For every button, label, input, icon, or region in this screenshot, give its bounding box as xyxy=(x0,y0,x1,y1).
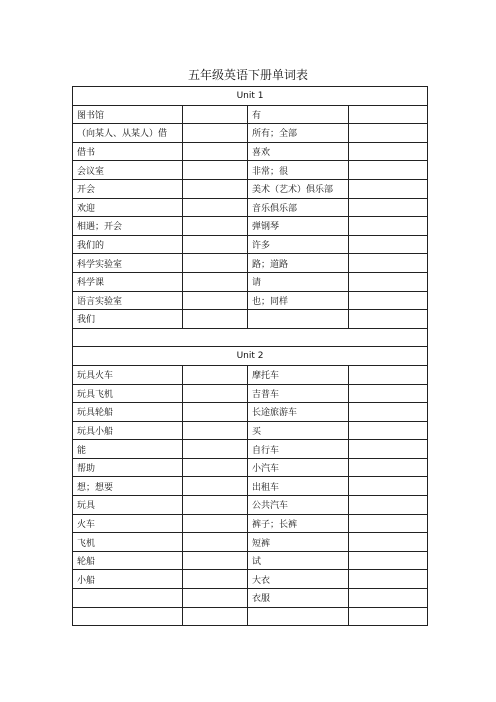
vocabulary-table-body xyxy=(73,87,428,626)
english-blank-left xyxy=(183,477,248,496)
english-blank-right xyxy=(349,310,428,329)
english-blank-left xyxy=(183,589,248,608)
table-row xyxy=(73,179,428,198)
page-title: 五年级英语下册单词表 xyxy=(187,68,308,82)
table-row xyxy=(73,403,428,422)
english-blank-right xyxy=(349,477,428,496)
english-blank-right xyxy=(349,198,428,217)
chinese-word-right: 音乐俱乐部 xyxy=(248,198,349,217)
english-blank-left xyxy=(183,272,248,291)
table-row xyxy=(73,533,428,552)
table-row xyxy=(73,458,428,477)
unit-header-row xyxy=(73,347,428,366)
chinese-word-left: 我们 xyxy=(73,310,183,329)
english-blank-left xyxy=(183,198,248,217)
english-blank-right xyxy=(349,291,428,310)
english-blank-left xyxy=(183,440,248,459)
chinese-word-right: 也；同样 xyxy=(248,291,349,310)
english-blank-left xyxy=(183,124,248,143)
chinese-word-left: 开会 xyxy=(73,179,183,198)
english-blank-left xyxy=(183,235,248,254)
chinese-word-left: 玩具火车 xyxy=(73,365,183,384)
english-blank-right xyxy=(349,440,428,459)
english-blank-left xyxy=(183,551,248,570)
chinese-word-left: 相遇；开会 xyxy=(73,217,183,236)
table-row xyxy=(73,235,428,254)
english-blank-right xyxy=(349,589,428,608)
chinese-word-left: 科学课 xyxy=(73,272,183,291)
chinese-word-left: 轮船 xyxy=(73,551,183,570)
english-blank-left xyxy=(183,570,248,589)
chinese-word-right: 非常；很 xyxy=(248,161,349,180)
english-blank-right xyxy=(349,458,428,477)
table-row xyxy=(73,365,428,384)
chinese-word-left: 能 xyxy=(73,440,183,459)
table-row xyxy=(73,514,428,533)
table-row xyxy=(73,477,428,496)
english-blank-right xyxy=(349,496,428,515)
table-row xyxy=(73,272,428,291)
chinese-word-right: 出租车 xyxy=(248,477,349,496)
english-blank-right xyxy=(349,235,428,254)
chinese-word-right: 请 xyxy=(248,272,349,291)
chinese-word-left: 会议室 xyxy=(73,161,183,180)
chinese-word-left xyxy=(73,607,183,626)
chinese-word-right: 衣服 xyxy=(248,589,349,608)
english-blank-right xyxy=(349,384,428,403)
english-blank-right xyxy=(349,421,428,440)
chinese-word-left: 欢迎 xyxy=(73,198,183,217)
vocabulary-table xyxy=(72,86,428,626)
english-blank-left xyxy=(183,514,248,533)
chinese-word-left: 玩具 xyxy=(73,496,183,515)
english-blank-right xyxy=(349,254,428,273)
table-row xyxy=(73,291,428,310)
chinese-word-right: 买 xyxy=(248,421,349,440)
unit-header: Unit 1 xyxy=(73,87,428,106)
english-blank-right xyxy=(349,142,428,161)
chinese-word-right: 许多 xyxy=(248,235,349,254)
chinese-word-right: 小汽车 xyxy=(248,458,349,477)
chinese-word-right xyxy=(248,310,349,329)
english-blank-left xyxy=(183,384,248,403)
chinese-word-right: 美术（艺术）俱乐部 xyxy=(248,179,349,198)
chinese-word-right: 有 xyxy=(248,105,349,124)
chinese-word-right: 所有；全部 xyxy=(248,124,349,143)
english-blank-left xyxy=(183,179,248,198)
english-blank-left xyxy=(183,421,248,440)
chinese-word-right: 弹钢琴 xyxy=(248,217,349,236)
chinese-word-left: 语言实验室 xyxy=(73,291,183,310)
english-blank-left xyxy=(183,291,248,310)
english-blank-right xyxy=(349,514,428,533)
english-blank-right xyxy=(349,403,428,422)
table-row xyxy=(73,142,428,161)
english-blank-left xyxy=(183,403,248,422)
chinese-word-right: 短裤 xyxy=(248,533,349,552)
english-blank-left xyxy=(183,217,248,236)
table-row xyxy=(73,589,428,608)
english-blank-right xyxy=(349,272,428,291)
chinese-word-right xyxy=(248,607,349,626)
table-row xyxy=(73,198,428,217)
chinese-word-left: 我们的 xyxy=(73,235,183,254)
chinese-word-left: 想；想要 xyxy=(73,477,183,496)
chinese-word-right: 自行车 xyxy=(248,440,349,459)
chinese-word-right: 摩托车 xyxy=(248,365,349,384)
chinese-word-right: 试 xyxy=(248,551,349,570)
english-blank-left xyxy=(183,496,248,515)
english-blank-left xyxy=(183,105,248,124)
table-row xyxy=(73,440,428,459)
english-blank-right xyxy=(349,161,428,180)
english-blank-left xyxy=(183,161,248,180)
english-blank-right xyxy=(349,179,428,198)
table-row xyxy=(73,384,428,403)
spacer-row xyxy=(73,328,428,347)
chinese-word-right: 喜欢 xyxy=(248,142,349,161)
chinese-word-left: 飞机 xyxy=(73,533,183,552)
english-blank-right xyxy=(349,551,428,570)
chinese-word-right: 长途旅游车 xyxy=(248,403,349,422)
english-blank-left xyxy=(183,142,248,161)
chinese-word-right: 大衣 xyxy=(248,570,349,589)
table-row xyxy=(73,105,428,124)
chinese-word-left: 玩具轮船 xyxy=(73,403,183,422)
table-row xyxy=(73,310,428,329)
chinese-word-left: 图书馆 xyxy=(73,105,183,124)
english-blank-right xyxy=(349,105,428,124)
english-blank-right xyxy=(349,570,428,589)
chinese-word-left: 玩具小船 xyxy=(73,421,183,440)
english-blank-left xyxy=(183,458,248,477)
chinese-word-left: 借书 xyxy=(73,142,183,161)
table-row xyxy=(73,551,428,570)
table-row xyxy=(73,421,428,440)
table-row xyxy=(73,217,428,236)
table-row xyxy=(73,254,428,273)
chinese-word-right: 公共汽车 xyxy=(248,496,349,515)
chinese-word-right: 吉普车 xyxy=(248,384,349,403)
table-row xyxy=(73,124,428,143)
english-blank-left xyxy=(183,365,248,384)
spacer-cell xyxy=(73,328,428,347)
chinese-word-left: 科学实验室 xyxy=(73,254,183,273)
english-blank-right xyxy=(349,607,428,626)
table-row xyxy=(73,607,428,626)
chinese-word-left: 小船 xyxy=(73,570,183,589)
english-blank-right xyxy=(349,217,428,236)
table-row xyxy=(73,570,428,589)
chinese-word-left: （向某人、从某人）借 xyxy=(73,124,183,143)
chinese-word-right: 路；道路 xyxy=(248,254,349,273)
chinese-word-left: 火车 xyxy=(73,514,183,533)
table-row xyxy=(73,161,428,180)
chinese-word-right: 裤子；长裤 xyxy=(248,514,349,533)
table-row xyxy=(73,496,428,515)
english-blank-left xyxy=(183,310,248,329)
english-blank-left xyxy=(183,607,248,626)
unit-header: Unit 2 xyxy=(73,347,428,366)
chinese-word-left xyxy=(73,589,183,608)
chinese-word-left: 帮助 xyxy=(73,458,183,477)
english-blank-right xyxy=(349,365,428,384)
english-blank-right xyxy=(349,533,428,552)
unit-header-row xyxy=(73,87,428,106)
english-blank-right xyxy=(349,124,428,143)
english-blank-left xyxy=(183,254,248,273)
english-blank-left xyxy=(183,533,248,552)
chinese-word-left: 玩具飞机 xyxy=(73,384,183,403)
